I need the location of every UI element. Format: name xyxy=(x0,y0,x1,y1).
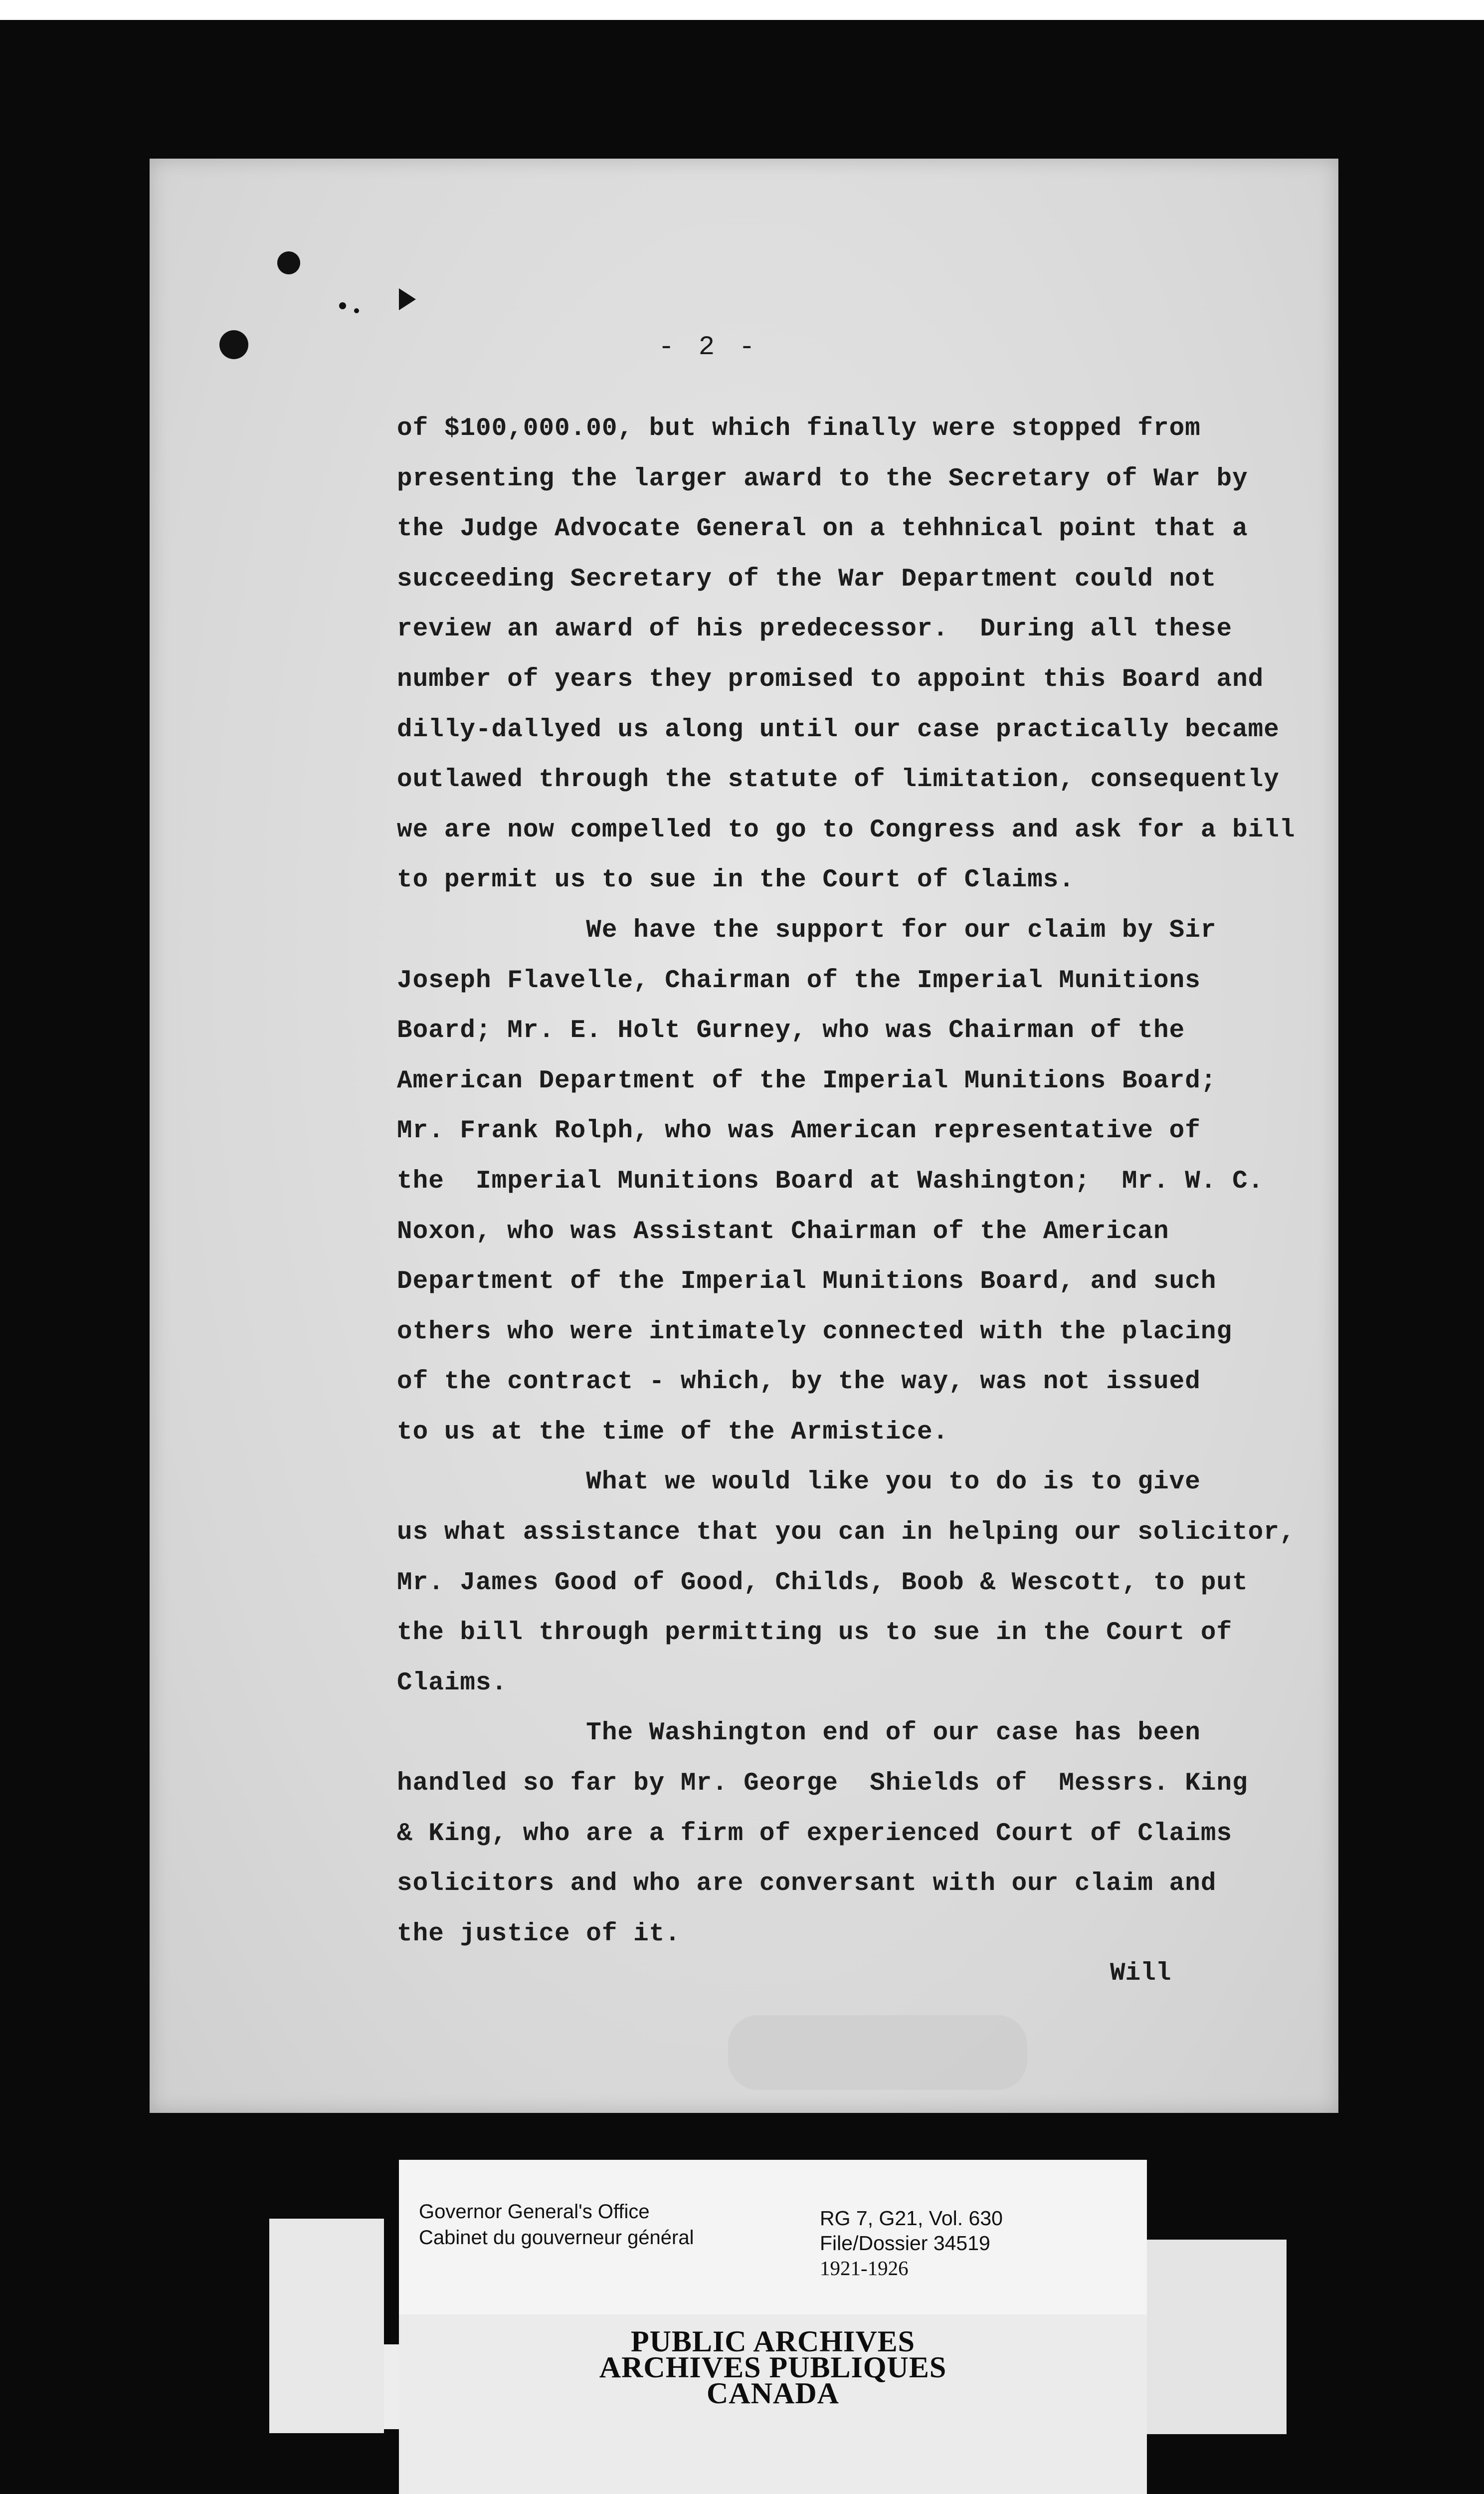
letter-line: handled so far by Mr. George Shields of Messrs. King xyxy=(397,1769,1248,1798)
letter-line: outlawed through the statute of limitation, consequently xyxy=(397,766,1280,795)
letter-line: the justice of it. xyxy=(397,1919,681,1948)
letter-line: American Department of the Imperial Munitions Board; xyxy=(397,1066,1217,1095)
office-name-en: Governor General's Office xyxy=(419,2201,650,2223)
letter-line: Joseph Flavelle, Chairman of the Imperial Munitions xyxy=(397,966,1201,995)
letter-line: review an award of his predecessor. During all these xyxy=(397,615,1233,644)
letter-line: we are now compelled to go to Congress and ask for a bill xyxy=(397,816,1296,844)
page-number: - 2 - xyxy=(658,332,759,363)
letter-line: of $100,000.00, but which finally were stopped from xyxy=(397,415,1201,443)
letter-line: presenting the larger award to the Secretary of War by xyxy=(397,464,1248,493)
letter-line: others who were intimately connected with the placing xyxy=(397,1317,1233,1346)
record-group-reference: RG 7, G21, Vol. 630 xyxy=(820,2207,1003,2230)
letter-line: Mr. Frank Rolph, who was American representative of xyxy=(397,1117,1201,1146)
catchword: Will xyxy=(1110,1959,1171,1988)
ink-speck xyxy=(354,308,359,313)
letter-line: dilly-dallyed us along until our case practically became xyxy=(397,715,1280,744)
file-dossier-number: File/Dossier 34519 xyxy=(820,2232,990,2255)
letter-line: What we would like you to do is to give xyxy=(397,1468,1201,1497)
stamp-line-country: CANADA xyxy=(707,2377,839,2410)
archive-office-block xyxy=(419,2199,694,2251)
faint-stamp-impression xyxy=(728,2015,1027,2090)
arrow-mark-icon xyxy=(399,288,416,310)
date-range: 1921-1926 xyxy=(820,2257,909,2280)
letter-line: We have the support for our claim by Sir xyxy=(397,916,1217,945)
archive-card-backing-right xyxy=(1147,2240,1287,2434)
letter-line: succeeding Secretary of the War Department could not xyxy=(397,565,1217,594)
ink-speck xyxy=(339,302,346,309)
stamp-line-english: PUBLIC ARCHIVES xyxy=(630,2325,916,2358)
letter-line: to permit us to sue in the Court of Claims. xyxy=(397,866,1075,895)
archive-card-backing-left xyxy=(269,2219,384,2433)
office-name-fr: Cabinet du gouverneur général xyxy=(419,2227,694,2249)
letter-line: Mr. James Good of Good, Childs, Boob & Wescott, to put xyxy=(397,1568,1248,1597)
punch-hole-mark xyxy=(219,330,248,359)
film-frame-top-edge xyxy=(0,0,1484,20)
letter-line: & King, who are a firm of experienced Court of Claims xyxy=(397,1819,1233,1848)
punch-hole-mark xyxy=(277,251,300,274)
letter-body xyxy=(397,404,1296,1959)
public-archives-stamp xyxy=(573,2325,972,2410)
letter-line: to us at the time of the Armistice. xyxy=(397,1418,949,1447)
letter-line: Department of the Imperial Munitions Board, and such xyxy=(397,1267,1217,1296)
letter-line: solicitors and who are conversant with our claim and xyxy=(397,1870,1217,1898)
letter-line: the Judge Advocate General on a tehhnical point that a xyxy=(397,515,1248,544)
letter-line: Noxon, who was Assistant Chairman of the American xyxy=(397,1217,1169,1246)
letter-line: number of years they promised to appoint this Board and xyxy=(397,665,1264,694)
archive-reference-block xyxy=(820,2206,1003,2281)
stamp-line-french: ARCHIVES PUBLIQUES xyxy=(599,2351,947,2384)
letter-line: us what assistance that you can in helping our solicitor, xyxy=(397,1518,1296,1547)
letter-line: of the contract - which, by the way, was not issued xyxy=(397,1368,1201,1397)
letter-line: the bill through permitting us to sue in the Court of xyxy=(397,1619,1233,1648)
letter-line: Board; Mr. E. Holt Gurney, who was Chairman of the xyxy=(397,1017,1185,1045)
letter-line: Claims. xyxy=(397,1668,508,1697)
letter-line: The Washington end of our case has been xyxy=(397,1719,1201,1748)
letter-line: the Imperial Munitions Board at Washington; Mr. W. C. xyxy=(397,1167,1264,1196)
